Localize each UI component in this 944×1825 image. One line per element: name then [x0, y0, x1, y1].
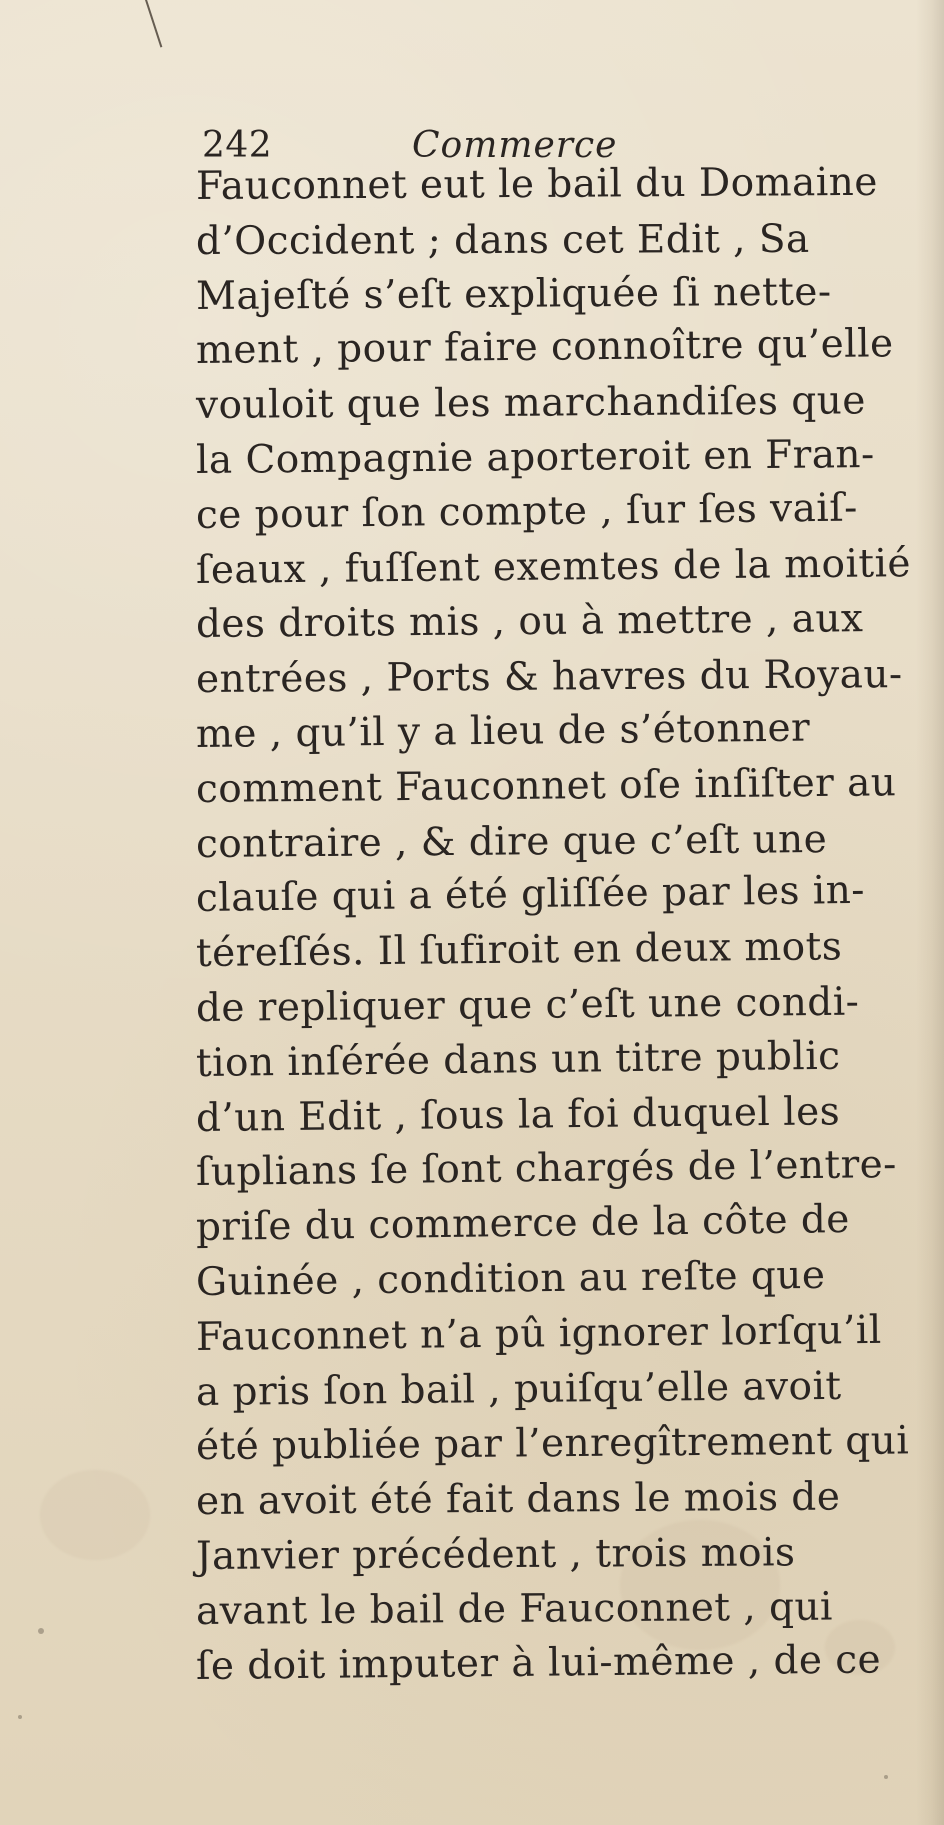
running-head: Commerce	[412, 125, 618, 166]
text-line: ment , pour faire connoître qu’elle	[195, 321, 894, 374]
text-line: Fauconnet n’a pû ignorer lorſqu’il	[195, 1307, 882, 1360]
text-line: été publiée par l’enregîtrement qui	[195, 1418, 910, 1470]
text-line: avant le bail de Fauconnet , qui	[195, 1584, 834, 1634]
text-line: me , qu’il y a lieu de s’étonner	[195, 705, 811, 757]
text-line: ce pour ſon compte , ſur ſes vaiſ-	[195, 485, 858, 538]
text-line: contraire , & dire que c’eſt une	[195, 816, 828, 867]
text-line: ſuplians ſe ſont chargés de l’entre-	[195, 1142, 898, 1196]
text-line: priſe du commerce de la côte de	[195, 1197, 851, 1251]
text-line: Fauconnet eut le bail du Domaine	[195, 159, 878, 209]
text-line: comment Fauconnet oſe inſiſter au	[195, 760, 897, 812]
text-line: entrées , Ports & havres du Royau-	[195, 652, 903, 703]
text-line: Janvier précédent , trois mois	[195, 1530, 796, 1579]
text-line: ſe doit imputer à lui-même , de ce	[195, 1636, 882, 1689]
text-line: la Compagnie aporteroit en Fran-	[195, 432, 875, 483]
text-line: Guinée , condition au reſte que	[195, 1252, 826, 1305]
text-line: ſeaux , fuſſent exemtes de la moitié	[195, 540, 912, 593]
text-line: clauſe qui a été gliſſée par les in-	[195, 868, 866, 922]
text-line: vouloit que les marchandiſes que	[195, 378, 866, 429]
text-line: d’un Edit , ſous la foi duquel les	[195, 1088, 841, 1141]
page-number: 242	[202, 125, 273, 166]
paper-stain	[40, 1470, 150, 1560]
text-line: téreſſés. Il ſufiroit en deux mots	[195, 924, 843, 977]
body-text	[195, 159, 912, 1694]
paper-speck	[884, 1775, 888, 1779]
paper-speck	[38, 1628, 44, 1634]
text-line: a pris ſon bail , puiſqu’elle avoit	[195, 1363, 842, 1415]
corner-mark	[145, 0, 168, 48]
text-line: des droits mis , ou à mettre , aux	[195, 596, 864, 648]
text-line: en avoit été fait dans le mois de	[195, 1474, 841, 1525]
text-line: de repliquer que c’eſt une condi-	[195, 979, 860, 1031]
page-edge-shadow	[916, 0, 944, 1825]
paper-speck	[18, 1715, 22, 1719]
text-line: tion inſérée dans un titre public	[195, 1033, 841, 1086]
text-line: d’Occident ; dans cet Edit , Sa	[195, 216, 810, 264]
text-line: Majeſté s’eſt expliquée ſi nette-	[195, 269, 832, 319]
